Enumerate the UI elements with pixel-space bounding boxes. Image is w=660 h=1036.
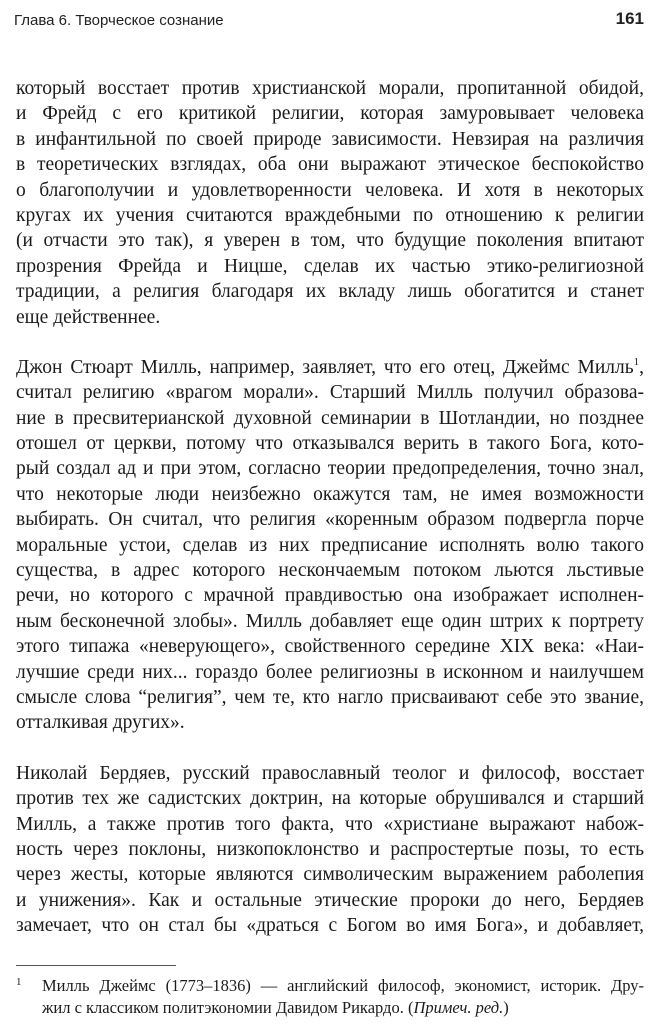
body-text (16, 76, 644, 939)
editor-note: Примеч. ред. (413, 998, 504, 1017)
text-line: отошел от церкви, потому что отказывался верить в такого Бога, кото- (16, 433, 644, 455)
footnote-reference[interactable]: 1 (633, 355, 640, 368)
text-line: ным бесконечной злобы». Милль добавляет еще один штрих к портрету (16, 610, 644, 632)
text-line: рый создал ад и при этом, согласно теории предопределения, точно знал, (16, 458, 644, 480)
paragraph-3 (16, 761, 644, 939)
text-fragment: Джон Стюарт Милль, например, заявляет, что его отец, Джеймс Милль (16, 356, 634, 378)
text-line: ность через поклоны, низкопоклонство и распростертые позы, то есть (16, 838, 644, 860)
text-fragment: , (639, 356, 644, 378)
text-line: что некоторые люди неизбежно окажутся там, не имея возможности (16, 483, 644, 505)
text-line: (и отчасти это так), я уверен в том, что будущие поколения впитают (16, 230, 644, 252)
text-line: существа, в адрес которого нескончаемым потоком льются льстивые (16, 560, 644, 582)
footnote-divider (16, 965, 176, 966)
text-line: этого типажа «неверующего», свойственного середине XIX века: «Наи- (16, 636, 644, 658)
paragraph-1 (16, 76, 644, 330)
text-line: в теоретических взглядах, оба они выражают этическое беспокойство (16, 154, 644, 176)
text-line-with-footnote (16, 355, 644, 380)
paragraph-2 (16, 355, 644, 736)
text-line: который восстает против христианской морали, пропитанной обидой, (16, 78, 644, 99)
page-number: 161 (615, 9, 644, 28)
text-line: считал религию «врагом морали». Старший Милль получил образова- (16, 382, 644, 404)
text-line: выбирать. Он считал, что религия «коренным образом подвергла порче (16, 509, 644, 531)
text-line: традиции, а религия благодаря их вкладу лишь обогатится и станет (16, 281, 644, 303)
footnote (16, 975, 644, 1019)
text-line: еще действеннее. (16, 306, 161, 328)
text-line: через жесты, которые являются символическим выражением раболепия (16, 864, 644, 886)
chapter-title: Глава 6. Творческое сознание (14, 12, 224, 29)
text-line: Милль, а также против того факта, что «христиане выражают набож- (16, 813, 644, 835)
text-fragment: жил с классиком политэкономии Давидом Рикардо. ( (42, 998, 414, 1017)
text-line: смысле слова “религия”, чем те, кто нагло присваивают себе это звание, (16, 686, 644, 708)
text-line: прозрения Фрейда и Ницше, сделав их частью этико-религиозной (16, 255, 644, 277)
text-fragment: ) (503, 998, 509, 1017)
text-line: кругах их учения считаются враждебными по отношению к религии (16, 204, 644, 226)
footnote-line (42, 997, 644, 1019)
text-line: о благополучии и удовлетворенности человека. И хотя в некоторых (16, 179, 644, 201)
footnote-mark: 1 (16, 976, 22, 988)
text-line: замечает, что он стал бы «драться с Богом во имя Бога», и добавляет, (16, 915, 644, 937)
running-header (0, 0, 660, 40)
text-line: моральные устои, сделав из них предписание исполнять волю такого (16, 534, 644, 556)
text-line: отталкивая других». (16, 712, 185, 734)
text-line: в инфантильной по своей природе зависимости. Невзирая на различия (16, 128, 644, 150)
text-line: речи, но которого с мрачной правдивостью она изображает исполнен- (16, 585, 644, 607)
text-line: Николай Бердяев, русский православный теолог и философ, восстает (16, 762, 644, 784)
text-line: и Фрейд с его критикой религии, которая замуровывает человека (16, 103, 644, 125)
text-line: лучшие среди них... гораздо более религиозны в исконном и наилучшем (16, 661, 644, 683)
text-line: против тех же садистских доктрин, на которые обрушивался и старший (16, 788, 644, 810)
text-line: ние в пресвитерианской духовной семинарии в Шотландии, но позднее (16, 407, 644, 429)
text-line: и унижения». Как и остальные этические пророки до него, Бердяев (16, 889, 644, 911)
footnote-line: Милль Джеймс (1773–1836) — английский философ, экономист, историк. Дру- (42, 976, 644, 995)
